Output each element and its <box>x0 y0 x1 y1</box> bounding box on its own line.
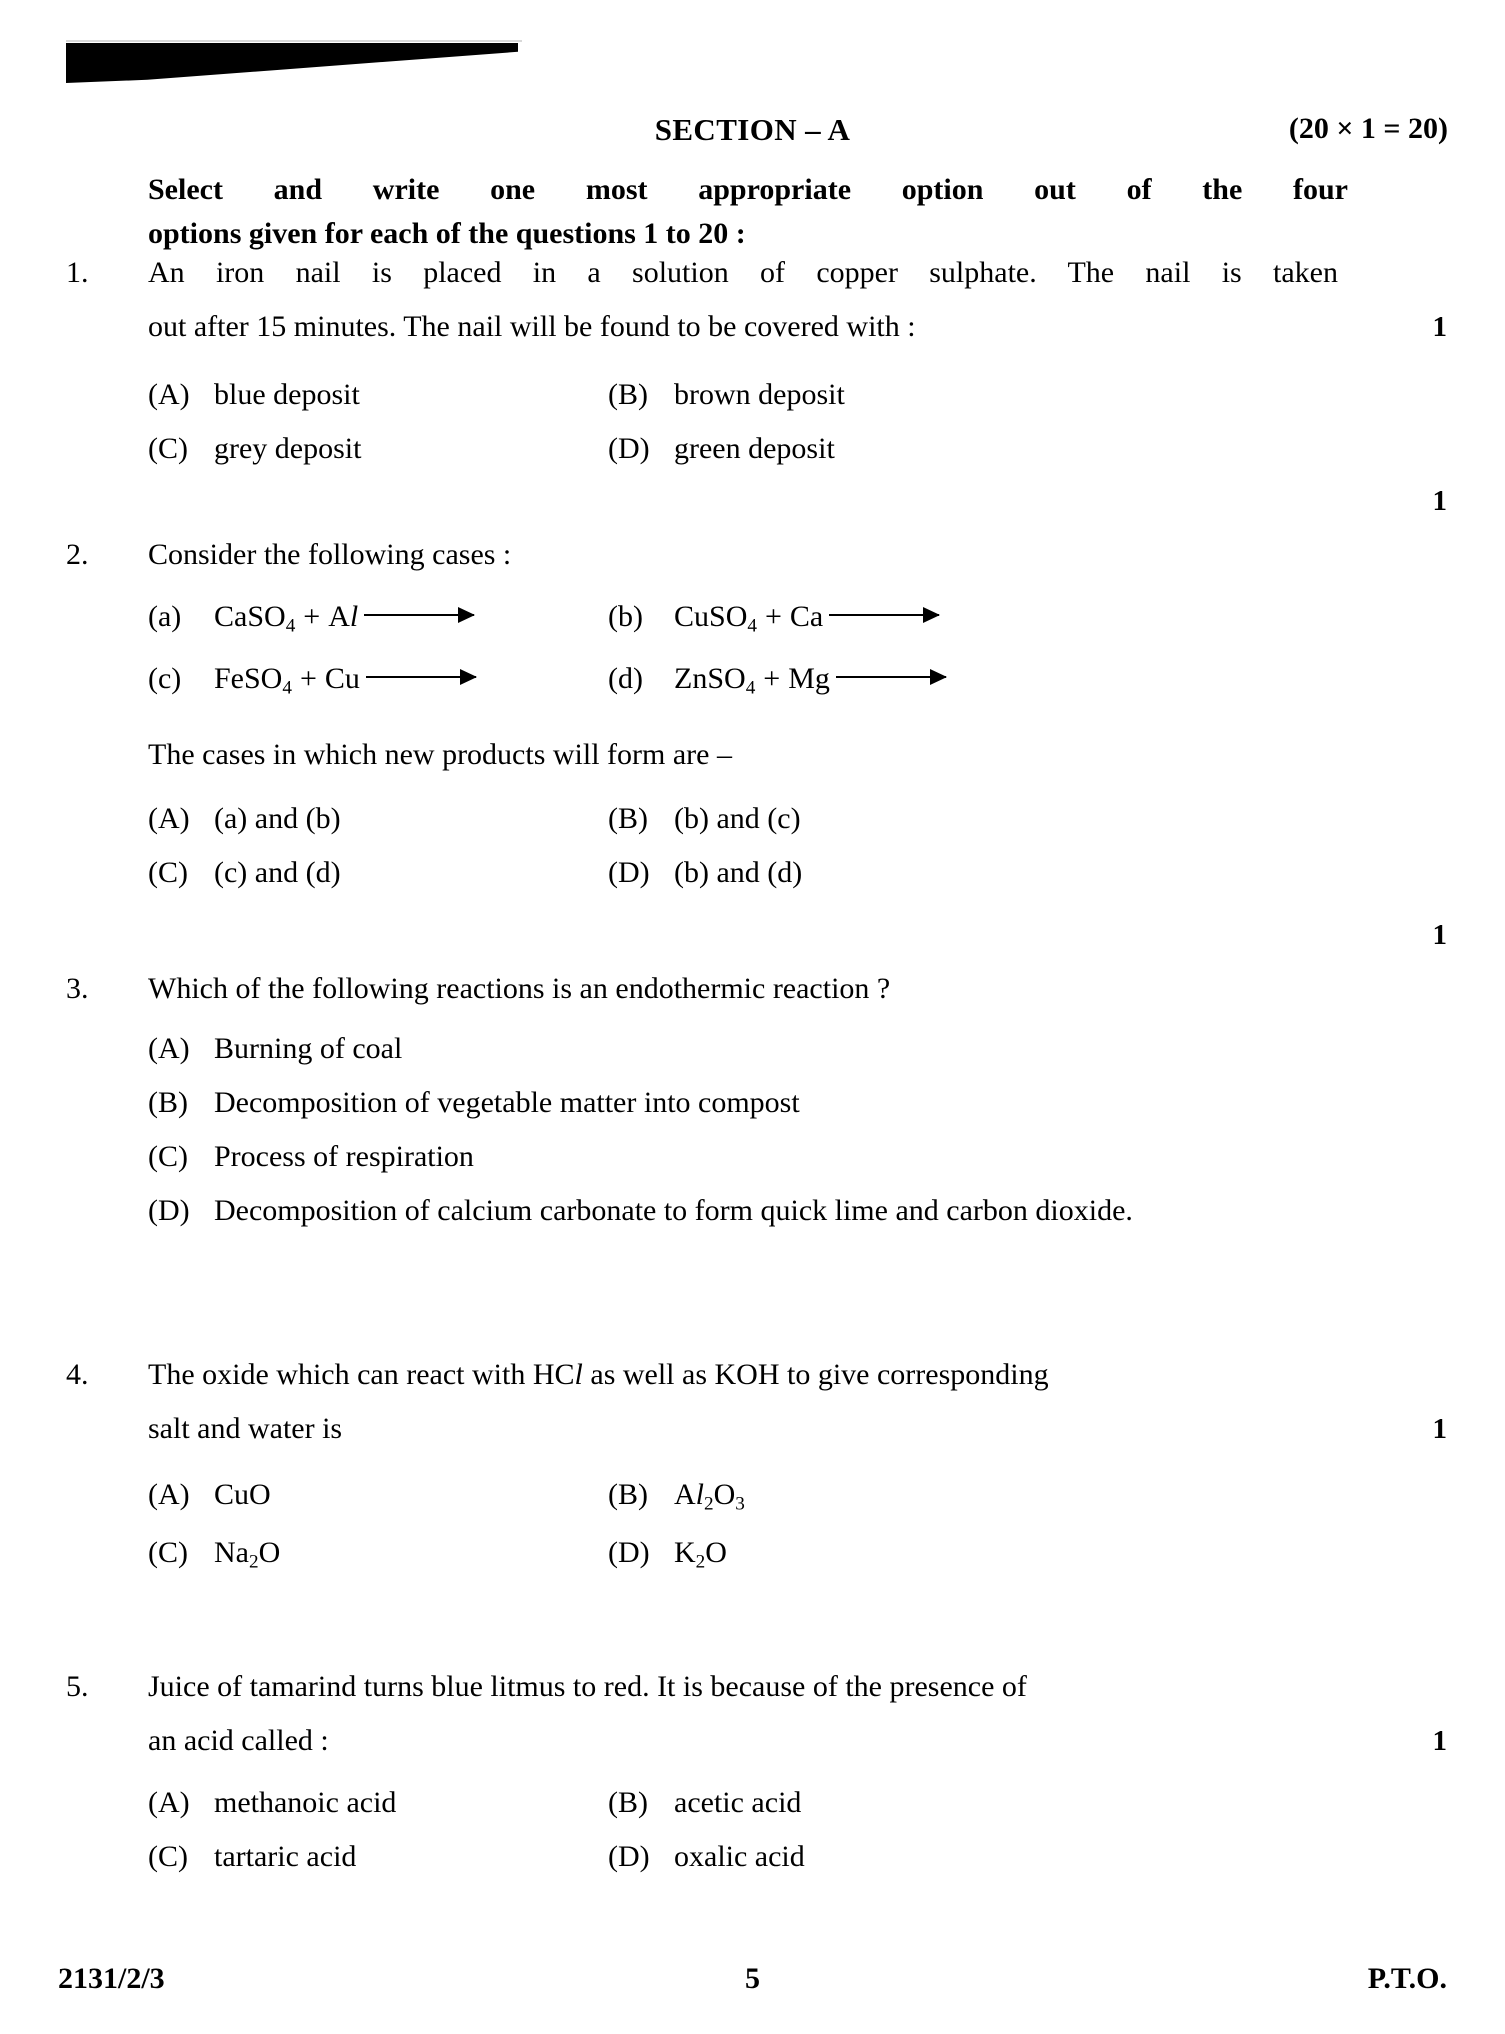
case-reactant-1: ZnSO$_4$ <box>674 662 756 699</box>
option-tag: (A) <box>148 1478 190 1511</box>
option-tag: (A) <box>148 802 190 835</box>
option-formula: $Na_2O$ <box>214 1536 281 1573</box>
option-row <box>148 1526 1348 1580</box>
question-2-cases <box>148 590 1348 706</box>
option-row <box>148 792 1348 846</box>
option-label: Process of respiration <box>214 1140 474 1173</box>
case-tag: (d) <box>608 662 643 695</box>
reaction-arrow-icon <box>836 676 946 678</box>
section-header <box>0 112 1505 152</box>
option-row <box>148 1468 1348 1522</box>
case-d <box>608 652 1348 706</box>
question-5-options <box>148 1776 1348 1884</box>
question-5 <box>0 1660 1505 1884</box>
option-label: acetic acid <box>674 1786 802 1819</box>
question-2-number: 2. <box>66 538 89 571</box>
option-4-b[interactable] <box>608 1468 1348 1522</box>
question-3 <box>0 919 1505 1238</box>
question-3-text: Which of the following reactions is an endothermic reaction ? <box>148 972 891 1005</box>
option-formula: CuO <box>214 1478 271 1511</box>
case-reactant-2: Ca <box>789 600 824 633</box>
option-tag: (D) <box>608 1536 650 1569</box>
option-tag: (B) <box>608 378 648 411</box>
option-tag: (A) <box>148 1786 190 1819</box>
question-4-text-line-1: The oxide which can react with HCl as well as KOH to give corresponding <box>148 1358 1049 1391</box>
option-label: oxalic acid <box>674 1840 805 1873</box>
instructions-line-2: options given for each of the questions 1 to 20 : <box>148 217 746 250</box>
question-5-marks: 1 <box>1432 1725 1447 1757</box>
section-title: SECTION – A <box>654 112 851 147</box>
reaction-arrow-icon <box>366 676 476 678</box>
option-formula: $Al_2O_3$ <box>674 1478 745 1515</box>
option-3-b[interactable] <box>148 1076 1348 1130</box>
option-tag: (A) <box>148 378 190 411</box>
question-4 <box>0 1348 1505 1580</box>
option-tag: (B) <box>608 1786 648 1819</box>
question-3-head <box>0 962 1505 1016</box>
option-label: green deposit <box>674 432 835 465</box>
question-1-head <box>0 246 1505 354</box>
question-1-text-line-1: An iron nail is placed in a solution of copper sulphate. The nail is taken <box>148 256 1338 289</box>
case-reactant-1: CaSO$_4$ <box>214 600 296 637</box>
option-row <box>148 846 1348 900</box>
question-2-marks: 1 <box>1432 485 1447 517</box>
question-3-number: 3. <box>66 972 89 1005</box>
question-2-stem <box>148 728 1348 782</box>
option-3-d[interactable] <box>148 1184 1348 1238</box>
page-number: 5 <box>745 1962 760 1995</box>
page-footer <box>0 1962 1505 2006</box>
option-3-a[interactable] <box>148 1022 1348 1076</box>
option-tag: (D) <box>608 432 650 465</box>
option-1-a[interactable] <box>148 368 608 422</box>
question-1-options <box>148 368 1348 476</box>
option-5-d[interactable] <box>608 1830 1348 1884</box>
option-2-b[interactable] <box>608 792 1348 846</box>
option-tag: (C) <box>148 856 188 889</box>
option-tag: (D) <box>608 856 650 889</box>
question-2 <box>0 485 1505 900</box>
case-row <box>148 652 1348 706</box>
option-tag: (C) <box>148 1536 188 1569</box>
case-reactant-1: CuSO$_4$ <box>674 600 757 637</box>
plus-sign: + <box>303 600 321 633</box>
option-5-c[interactable] <box>148 1830 608 1884</box>
case-b <box>608 590 1348 644</box>
option-tag: (B) <box>608 802 648 835</box>
case-reactant-2: Al <box>328 600 359 633</box>
question-1-text <box>148 246 1358 354</box>
option-label: Burning of coal <box>214 1032 403 1065</box>
option-tag: (C) <box>148 1140 188 1173</box>
option-5-b[interactable] <box>608 1776 1348 1830</box>
option-tag: (D) <box>148 1194 190 1227</box>
option-row <box>148 422 1348 476</box>
question-2-stem-text: The cases in which new products will form are – <box>148 738 732 771</box>
plus-sign: + <box>763 662 781 695</box>
question-5-number: 5. <box>66 1670 89 1703</box>
question-3-options <box>148 1022 1348 1238</box>
option-label: brown deposit <box>674 378 845 411</box>
case-tag: (c) <box>148 662 182 695</box>
option-2-a[interactable] <box>148 792 608 846</box>
reaction-arrow-icon <box>364 614 474 616</box>
question-1-number: 1. <box>66 256 89 289</box>
plus-sign: + <box>764 600 782 633</box>
turn-over-label: P.T.O. <box>1367 1962 1447 1995</box>
option-4-a[interactable] <box>148 1468 608 1522</box>
option-4-c[interactable] <box>148 1526 608 1580</box>
option-tag: (C) <box>148 1840 188 1873</box>
option-label: methanoic acid <box>214 1786 397 1819</box>
question-1 <box>0 246 1505 476</box>
option-2-c[interactable] <box>148 846 608 900</box>
question-5-text-line-2: an acid called : <box>148 1724 329 1757</box>
case-equation <box>674 652 1348 706</box>
question-4-text <box>148 1348 1358 1456</box>
option-5-a[interactable] <box>148 1776 608 1830</box>
question-4-options <box>148 1468 1348 1580</box>
instructions-block <box>148 168 1348 256</box>
option-label: (b) and (d) <box>674 856 803 889</box>
question-5-text <box>148 1660 1358 1768</box>
plus-sign: + <box>299 662 317 695</box>
question-1-text-line-2: out after 15 minutes. The nail will be found to be covered with : <box>148 310 916 343</box>
option-label: grey deposit <box>214 432 362 465</box>
question-5-head <box>0 1660 1505 1768</box>
question-4-head <box>0 1348 1505 1456</box>
option-1-c[interactable] <box>148 422 608 476</box>
case-reactant-1: FeSO$_4$ <box>214 662 292 699</box>
section-marks-formula: (20 × 1 = 20) <box>1288 112 1448 145</box>
case-equation <box>214 590 608 644</box>
case-c <box>148 652 608 706</box>
scan-hairline <box>66 40 522 42</box>
option-tag: (C) <box>148 432 188 465</box>
option-label: (c) and (d) <box>214 856 341 889</box>
option-label: Decomposition of vegetable matter into compost <box>214 1086 800 1119</box>
option-row <box>148 368 1348 422</box>
option-label: blue deposit <box>214 378 360 411</box>
scan-artifact-wedge <box>66 43 518 83</box>
case-tag: (a) <box>148 600 182 633</box>
case-equation <box>214 652 608 706</box>
question-4-number: 4. <box>66 1358 89 1391</box>
option-tag: (A) <box>148 1032 190 1065</box>
question-2-options <box>148 792 1348 900</box>
option-3-c[interactable] <box>148 1130 1348 1184</box>
option-row <box>148 1830 1348 1884</box>
case-equation <box>674 590 1348 644</box>
option-tag: (B) <box>148 1086 188 1119</box>
reaction-arrow-icon <box>829 614 939 616</box>
option-1-b[interactable] <box>608 368 1348 422</box>
option-label: tartaric acid <box>214 1840 357 1873</box>
option-label: (b) and (c) <box>674 802 801 835</box>
case-reactant-2: Mg <box>788 662 830 695</box>
question-2-text: Consider the following cases : <box>148 538 512 571</box>
option-4-d[interactable] <box>608 1526 1348 1580</box>
case-a <box>148 590 608 644</box>
instructions-line-1: Select and write one most appropriate option out of the four <box>148 173 1348 206</box>
case-row <box>148 590 1348 644</box>
option-formula: $K_2O$ <box>674 1536 727 1573</box>
option-tag: (D) <box>608 1840 650 1873</box>
option-tag: (B) <box>608 1478 648 1511</box>
paper-code: 2131/2/3 <box>58 1962 165 1995</box>
option-label: (a) and (b) <box>214 802 341 835</box>
option-1-d[interactable] <box>608 422 1348 476</box>
question-1-marks: 1 <box>1432 311 1447 343</box>
question-4-text-line-2: salt and water is <box>148 1412 343 1445</box>
question-4-marks: 1 <box>1432 1413 1447 1445</box>
option-row <box>148 1776 1348 1830</box>
option-2-d[interactable] <box>608 846 1348 900</box>
case-tag: (b) <box>608 600 643 633</box>
option-label: Decomposition of calcium carbonate to form quick lime and carbon dioxide. <box>214 1194 1133 1227</box>
question-5-text-line-1: Juice of tamarind turns blue litmus to red. It is because of the presence of <box>148 1670 1027 1703</box>
question-3-marks: 1 <box>1432 919 1447 951</box>
question-2-head <box>0 528 1505 582</box>
case-reactant-2: Cu <box>324 662 360 695</box>
